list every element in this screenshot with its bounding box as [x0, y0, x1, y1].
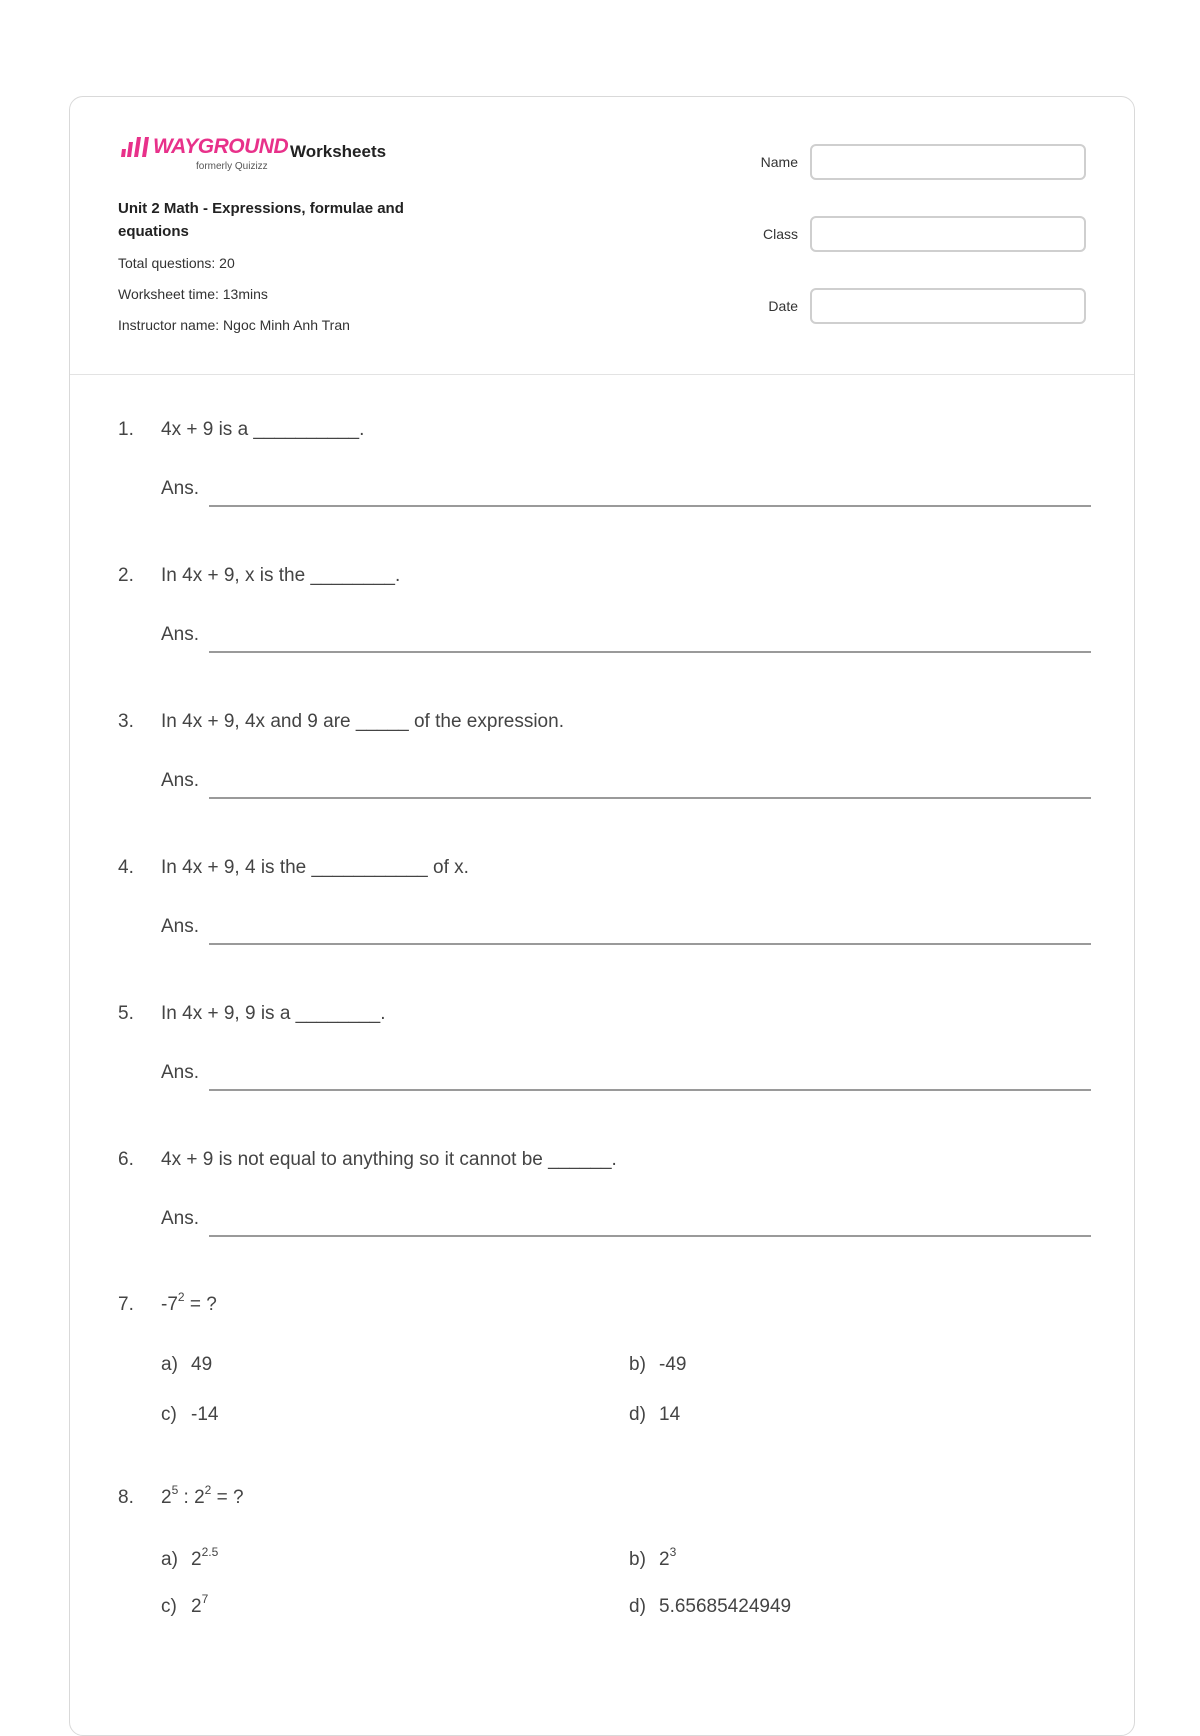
class-field[interactable]: [810, 216, 1086, 252]
answer-row-1: [161, 478, 1117, 518]
question-text: 4x + 9 is not equal to anything so it cannot be ______.: [161, 1149, 617, 1170]
name-field[interactable]: [810, 144, 1086, 180]
question-number: 1.: [118, 419, 134, 440]
option-c[interactable]: c) $2^7$: [161, 1592, 209, 1617]
answer-label: Ans.: [161, 916, 200, 937]
question-number: 6.: [118, 1149, 134, 1170]
option-b[interactable]: b) $2^3$: [629, 1545, 677, 1570]
answer-line[interactable]: [209, 797, 1091, 799]
answer-label: Ans.: [161, 478, 200, 499]
logo-mark-icon: [120, 135, 150, 157]
question-number: 4.: [118, 857, 134, 878]
logo-wordmark: WAYGROUND: [153, 135, 289, 158]
brand-logo: [120, 135, 300, 179]
worksheet-time: Worksheet time: 13mins: [118, 286, 268, 302]
answer-line[interactable]: [209, 1235, 1091, 1237]
class-label: Class: [762, 226, 798, 242]
worksheet-title: Unit 2 Math - Expressions, formulae and equations: [118, 200, 404, 240]
worksheet-card: [69, 96, 1135, 1736]
answer-row-5: [161, 1062, 1117, 1102]
name-label: Name: [760, 154, 798, 170]
answer-label: Ans.: [161, 1208, 200, 1229]
question-text: $2^5$ : $2^2$ = ?: [161, 1483, 244, 1508]
question-number: 5.: [118, 1003, 134, 1024]
option-d[interactable]: d) 5.65685424949: [629, 1596, 792, 1617]
total-questions: Total questions: 20: [118, 255, 235, 271]
date-label: Date: [768, 298, 798, 314]
question-text: In 4x + 9, x is the ________.: [161, 565, 401, 586]
logo-subtext: formerly Quizizz: [196, 161, 268, 172]
product-title: Worksheets: [290, 142, 387, 161]
question-number: 8.: [118, 1487, 134, 1508]
option-d[interactable]: d) 14: [629, 1404, 681, 1425]
question-text: 4x + 9 is a __________.: [161, 419, 365, 440]
answer-row-2: [161, 624, 1117, 664]
option-c[interactable]: c) -14: [161, 1404, 219, 1425]
question-text: In 4x + 9, 4 is the ___________ of x.: [161, 857, 469, 878]
option-b[interactable]: b) -49: [629, 1354, 687, 1375]
answer-line[interactable]: [209, 943, 1091, 945]
option-a[interactable]: a) 49: [161, 1354, 213, 1375]
question-text: In 4x + 9, 4x and 9 are _____ of the expression.: [161, 711, 564, 732]
answer-row-4: [161, 916, 1117, 956]
answer-row-6: [161, 1208, 1117, 1248]
worksheet-header: [70, 97, 1134, 375]
option-a[interactable]: a) $2^{2.5}$: [161, 1545, 219, 1570]
question-number: 2.: [118, 565, 134, 586]
date-field[interactable]: [810, 288, 1086, 324]
instructor-name: Instructor name: Ngoc Minh Anh Tran: [118, 317, 350, 333]
answer-line[interactable]: [209, 651, 1091, 653]
question-text: In 4x + 9, 9 is a ________.: [161, 1003, 386, 1024]
answer-row-3: [161, 770, 1117, 810]
answer-label: Ans.: [161, 1062, 200, 1083]
question-text: $-7^2$ = ?: [161, 1290, 217, 1315]
answer-line[interactable]: [209, 505, 1091, 507]
answer-line[interactable]: [209, 1089, 1091, 1091]
question-number: 3.: [118, 711, 134, 732]
answer-label: Ans.: [161, 770, 200, 791]
answer-label: Ans.: [161, 624, 200, 645]
question-number: 7.: [118, 1294, 134, 1315]
